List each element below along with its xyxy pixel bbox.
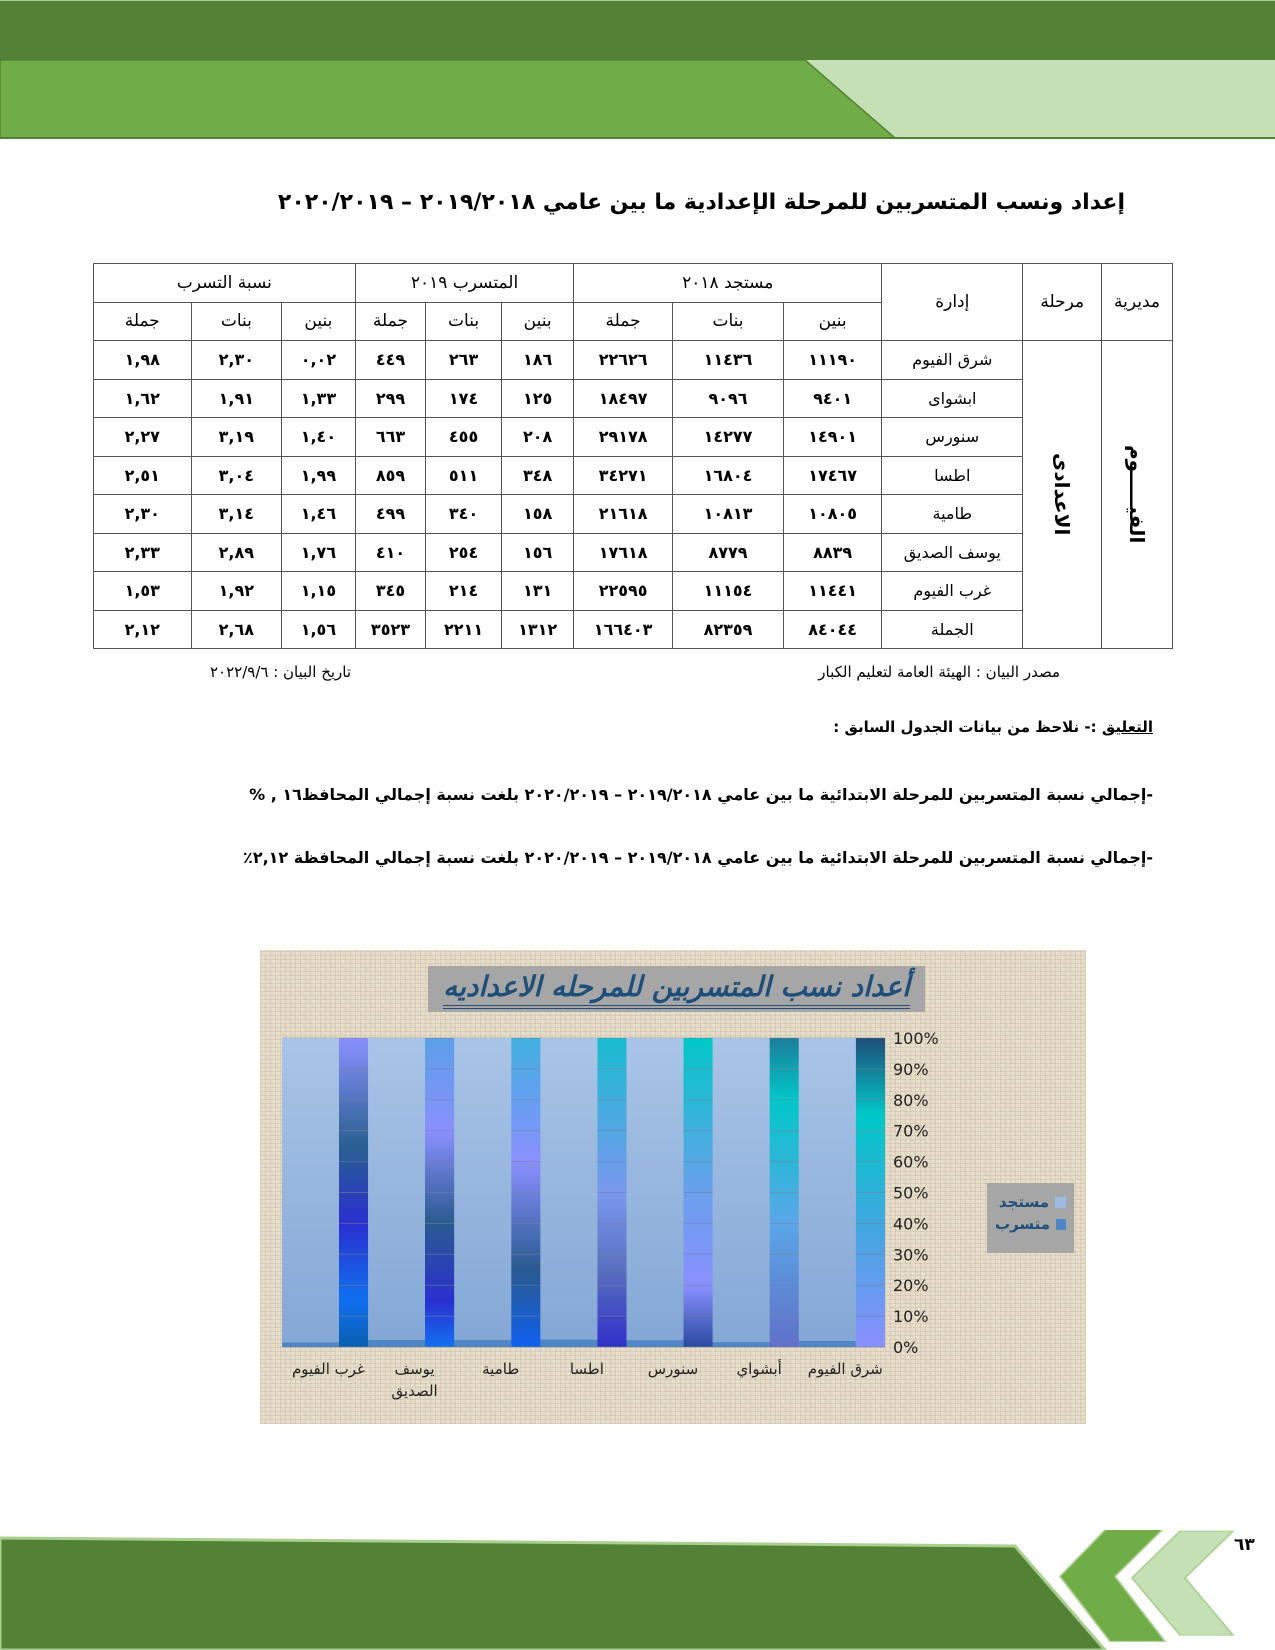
enrolled-girls: ٨٢٣٥٩ xyxy=(672,610,783,649)
chart-plot xyxy=(260,950,1086,1424)
enrolled-total: ٢٩١٧٨ xyxy=(574,418,672,457)
dropout-girls: ١٧٤ xyxy=(426,379,502,418)
table-total-row xyxy=(94,610,1173,649)
dropout-boys: ١٢٥ xyxy=(501,379,574,418)
dropout-boys: ١٣١٢ xyxy=(501,610,574,649)
admin-name: اطسا xyxy=(882,456,1023,495)
dropout-boys: ١٥٦ xyxy=(501,533,574,572)
header-band-dark xyxy=(0,0,1275,60)
x-tick-label: طامية xyxy=(482,1360,520,1378)
legend-swatch-enrolled xyxy=(1055,1197,1066,1208)
x-tick-label: غرب الفيوم xyxy=(291,1360,365,1378)
enrolled-girls: ١١٤٣٦ xyxy=(672,341,783,380)
x-tick-label: أبشواي xyxy=(736,1360,782,1378)
bar-dropout-1 xyxy=(713,1342,770,1347)
directorate-cell xyxy=(1102,341,1173,649)
enrolled-girls: ١٠٨١٣ xyxy=(672,495,783,534)
table-row xyxy=(94,572,1173,611)
enrolled-girls: ٨٧٧٩ xyxy=(672,533,783,572)
header-dropout-group: المتسرب ٢٠١٩ xyxy=(355,264,574,303)
bar-enrolled-overlay xyxy=(282,1038,339,1342)
y-tick-label: 80% xyxy=(893,1090,929,1110)
x-tick-label: يوسف xyxy=(394,1360,435,1378)
rate-boys: ١,٧٦ xyxy=(282,533,355,572)
stage-value: الاعدادى xyxy=(1050,453,1075,536)
dropout-girls: ٤٥٥ xyxy=(426,418,502,457)
dropout-table xyxy=(93,263,1173,649)
comment-heading xyxy=(833,718,1153,736)
enrolled-boys: ١٤٩٠١ xyxy=(784,418,882,457)
rate-boys: ١,١٥ xyxy=(282,572,355,611)
page-title: إعداد ونسب المتسربين للمرحلة الإعدادية ما بين عامي ٢٠١٩/٢٠١٨ – ٢٠٢٠/٢٠١٩ xyxy=(277,190,1125,215)
rate-boys: ١,٥٦ xyxy=(282,610,355,649)
y-tick-label: 50% xyxy=(893,1183,929,1203)
enrolled-total: ١٦٦٤٠٣ xyxy=(574,610,672,649)
page-number: ٦٣ xyxy=(1234,1535,1255,1555)
x-tick-label: سنورس xyxy=(647,1360,699,1378)
rate-boys: ٠,٠٢ xyxy=(282,341,355,380)
bar-dropout-4 xyxy=(454,1340,511,1347)
chart-title-box xyxy=(428,966,925,1012)
dropout-total: ٣٥٢٣ xyxy=(355,610,426,649)
bar-enrolled-overlay xyxy=(540,1038,597,1339)
rate-total: ١,٩٨ xyxy=(94,341,192,380)
bar-dropout-2 xyxy=(627,1340,684,1347)
dropout-girls: ٢٥٤ xyxy=(426,533,502,572)
dropout-boys: ٢٠٨ xyxy=(501,418,574,457)
x-tick-label: شرق الفيوم xyxy=(807,1360,883,1378)
x-tick-label: الصديق xyxy=(391,1382,438,1400)
subheader-enrolled-girls: بنات xyxy=(672,302,783,341)
stage-cell xyxy=(1023,341,1102,649)
subheader-enrolled-boys: بنين xyxy=(784,302,882,341)
enrolled-total: ١٨٤٩٧ xyxy=(574,379,672,418)
enrolled-girls: ١٤٢٧٧ xyxy=(672,418,783,457)
header-stripe-graphic xyxy=(0,60,1275,139)
rate-total: ١,٥٣ xyxy=(94,572,192,611)
y-tick-label: 0% xyxy=(893,1338,919,1357)
y-tick-label: 30% xyxy=(893,1245,929,1265)
y-tick-label: 100% xyxy=(893,1029,939,1048)
dropout-total: ٢٩٩ xyxy=(355,379,426,418)
table-row xyxy=(94,379,1173,418)
dropout-boys: ١٨٦ xyxy=(501,341,574,380)
bar-enrolled-overlay xyxy=(454,1038,511,1340)
enrolled-boys: ١٧٤٦٧ xyxy=(784,456,882,495)
header-enrolled-group: مستجد ٢٠١٨ xyxy=(574,264,882,303)
y-tick-label: 20% xyxy=(893,1276,929,1296)
bar-enrolled-overlay xyxy=(627,1038,684,1340)
rate-boys: ١,٣٣ xyxy=(282,379,355,418)
enrolled-boys: ١١١٩٠ xyxy=(784,341,882,380)
legend-label-enrolled: مستجد xyxy=(998,1193,1049,1211)
y-tick-label: 70% xyxy=(893,1121,929,1141)
dropout-girls: ٣٤٠ xyxy=(426,495,502,534)
header-rate-group: نسبة التسرب xyxy=(94,264,356,303)
legend-swatch-dropout xyxy=(1056,1219,1066,1230)
rate-total: ٢,٢٧ xyxy=(94,418,192,457)
bar-dropout-5 xyxy=(368,1340,425,1347)
bar-enrolled-overlay xyxy=(713,1038,770,1342)
comment-label: التعليق xyxy=(1101,718,1153,736)
rate-girls: ١,٩١ xyxy=(191,379,282,418)
dropout-chart xyxy=(260,950,1086,1424)
dropout-boys: ١٥٨ xyxy=(501,495,574,534)
enrolled-total: ٢١٦١٨ xyxy=(574,495,672,534)
enrolled-girls: ٩٠٩٦ xyxy=(672,379,783,418)
y-tick-label: 90% xyxy=(893,1059,929,1079)
rate-girls: ١,٩٢ xyxy=(191,572,282,611)
legend-item-dropout xyxy=(995,1215,1066,1233)
y-tick-label: 40% xyxy=(893,1214,929,1234)
bar-dropout-0 xyxy=(799,1341,856,1347)
enrolled-girls: ١٦٨٠٤ xyxy=(672,456,783,495)
admin-name: سنورس xyxy=(882,418,1023,457)
admin-name: ابشواى xyxy=(882,379,1023,418)
legend-label-dropout: متسرب xyxy=(995,1215,1051,1233)
bar-enrolled-overlay xyxy=(368,1038,425,1340)
rate-girls: ٣,١٩ xyxy=(191,418,282,457)
bar-dropout-3 xyxy=(540,1339,597,1347)
enrolled-boys: ١٠٨٠٥ xyxy=(784,495,882,534)
rate-total: ٢,٥١ xyxy=(94,456,192,495)
subheader-rate-total: جملة xyxy=(94,302,192,341)
rate-boys: ١,٤٦ xyxy=(282,495,355,534)
table-row xyxy=(94,456,1173,495)
directorate-value: الفيـــــوم xyxy=(1125,445,1150,544)
rate-total: ٢,١٢ xyxy=(94,610,192,649)
subheader-rate-boys: بنين xyxy=(282,302,355,341)
rate-total: ٢,٣٣ xyxy=(94,533,192,572)
enrolled-total: ٢٢٥٩٥ xyxy=(574,572,672,611)
dropout-girls: ٢١٤ xyxy=(426,572,502,611)
rate-girls: ٣,١٤ xyxy=(191,495,282,534)
header-stage: مرحلة xyxy=(1023,264,1102,341)
table-row xyxy=(94,495,1173,534)
header-band xyxy=(0,60,1275,139)
dropout-total: ٤٤٩ xyxy=(355,341,426,380)
dropout-girls: ٢٢١١ xyxy=(426,610,502,649)
admin-name: طامية xyxy=(882,495,1023,534)
comment-bullet-1: -إجمالي نسبة المتسربين للمرحلة الابتدائية ما بين عامي ٢٠١٩/٢٠١٨ – ٢٠٢٠/٢٠١٩ بلغت نسبة إجمالي المحافظ١٦ , % xyxy=(249,785,1153,804)
subheader-dropout-total: جملة xyxy=(355,302,426,341)
comment-bullet-2: -إجمالي نسبة المتسربين للمرحلة الابتدائية ما بين عامي ٢٠١٩/٢٠١٨ – ٢٠٢٠/٢٠١٩ بلغت نسبة إجمالي المحافظة ٢,١٢٪ xyxy=(243,848,1153,867)
rate-total: ٢,٣٠ xyxy=(94,495,192,534)
chart-title: أعداد نسب المتسربين للمرحله الاعداديه xyxy=(443,969,910,1009)
rate-boys: ١,٤٠ xyxy=(282,418,355,457)
subheader-dropout-girls: بنات xyxy=(426,302,502,341)
admin-name: الجملة xyxy=(882,610,1023,649)
table-row xyxy=(94,341,1173,380)
enrolled-total: ١٧٦١٨ xyxy=(574,533,672,572)
dropout-total: ٣٤٥ xyxy=(355,572,426,611)
dropout-total: ٨٥٩ xyxy=(355,456,426,495)
dropout-total: ٤٩٩ xyxy=(355,495,426,534)
enrolled-girls: ١١١٥٤ xyxy=(672,572,783,611)
footer-graphic xyxy=(0,1530,1275,1650)
admin-name: يوسف الصديق xyxy=(882,533,1023,572)
comment-intro: :- نلاحظ من بيانات الجدول السابق : xyxy=(833,718,1102,736)
dropout-girls: ٥١١ xyxy=(426,456,502,495)
rate-total: ١,٦٢ xyxy=(94,379,192,418)
table-row xyxy=(94,418,1173,457)
dropout-boys: ٣٤٨ xyxy=(501,456,574,495)
rate-girls: ٢,٦٨ xyxy=(191,610,282,649)
header-administration: إدارة xyxy=(882,264,1023,341)
data-source: مصدر البيان : الهيئة العامة لتعليم الكبار xyxy=(818,663,1060,681)
dropout-girls: ٢٦٣ xyxy=(426,341,502,380)
rate-girls: ٢,٨٩ xyxy=(191,533,282,572)
enrolled-boys: ١١٤٤١ xyxy=(784,572,882,611)
rate-boys: ١,٩٩ xyxy=(282,456,355,495)
dropout-total: ٤١٠ xyxy=(355,533,426,572)
y-tick-label: 10% xyxy=(893,1307,929,1327)
enrolled-boys: ٨٤٠٤٤ xyxy=(784,610,882,649)
enrolled-total: ٢٢٦٢٦ xyxy=(574,341,672,380)
enrolled-boys: ٩٤٠١ xyxy=(784,379,882,418)
rate-girls: ٣,٠٤ xyxy=(191,456,282,495)
legend-item-enrolled xyxy=(995,1193,1066,1211)
table-row xyxy=(94,533,1173,572)
dropout-boys: ١٣١ xyxy=(501,572,574,611)
admin-name: غرب الفيوم xyxy=(882,572,1023,611)
y-tick-label: 60% xyxy=(893,1152,929,1172)
bar-enrolled-overlay xyxy=(799,1038,856,1341)
data-date: تاريخ البيان : ٢٠٢٢/٩/٦ xyxy=(210,663,352,681)
dropout-total: ٦٦٣ xyxy=(355,418,426,457)
x-tick-label: اطسا xyxy=(569,1360,604,1378)
table-header-row xyxy=(94,264,1173,303)
rate-girls: ٢,٣٠ xyxy=(191,341,282,380)
admin-name: شرق الفيوم xyxy=(882,341,1023,380)
enrolled-total: ٣٤٢٧١ xyxy=(574,456,672,495)
subheader-dropout-boys: بنين xyxy=(501,302,574,341)
chart-legend xyxy=(987,1183,1074,1253)
bar-dropout-6 xyxy=(282,1342,339,1347)
enrolled-boys: ٨٨٣٩ xyxy=(784,533,882,572)
header-directorate: مديرية xyxy=(1102,264,1173,341)
subheader-enrolled-total: جملة xyxy=(574,302,672,341)
subheader-rate-girls: بنات xyxy=(191,302,282,341)
